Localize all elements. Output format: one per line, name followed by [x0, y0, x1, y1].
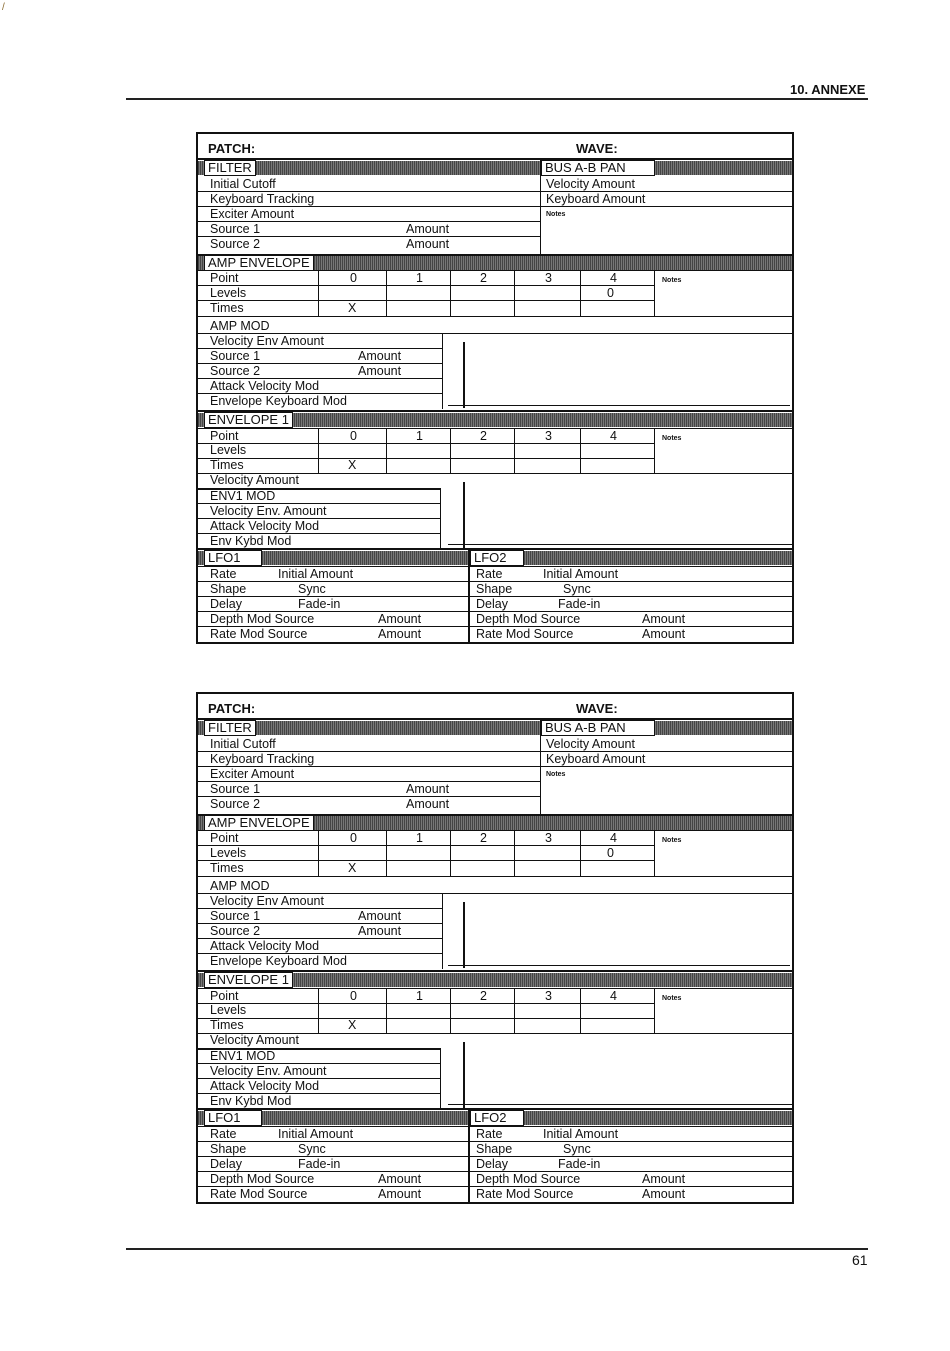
amp-env-levels: Levels [210, 846, 247, 860]
lfo2-depth-mod: Depth Mod Source [476, 612, 581, 626]
bus-title: BUS A-B PAN [541, 160, 655, 176]
amp-mod-title: AMP MOD [210, 319, 270, 333]
filter-source1: Source 1 [210, 782, 261, 796]
env1-attack-velocity: Attack Velocity Mod [210, 519, 320, 533]
lfo1-shape: Shape [210, 1142, 247, 1156]
bus-velocity-amount: Velocity Amount [546, 177, 635, 191]
lfo1-rate: Rate [210, 1127, 237, 1141]
lfo2-rate: Rate [476, 1127, 503, 1141]
filter-source2-amount: Amount [406, 797, 450, 811]
lfo2-title: LFO2 [470, 550, 524, 566]
amp-mod-source1: Source 1 [210, 349, 261, 363]
amp-mod-graph-axis [463, 342, 465, 408]
env1-velocity-amount: Velocity Amount [210, 1033, 299, 1047]
lfo2-delay: Delay [476, 597, 508, 611]
lfo1-rate-mod: Rate Mod Source [210, 627, 308, 641]
amp-env-point: Point [210, 271, 239, 285]
env1-point: Point [210, 429, 239, 443]
lfo1-depth-mod: Depth Mod Source [210, 612, 315, 626]
amp-mod-attack-velocity: Attack Velocity Mod [210, 379, 320, 393]
env1-mod-title: ENV1 MOD [210, 489, 276, 503]
env1-vel-env-amount: Velocity Env. Amount [210, 1064, 327, 1078]
amp-env-times: Times [210, 861, 244, 875]
env1-vel-env-amount: Velocity Env. Amount [210, 504, 327, 518]
filter-exciter-amount: Exciter Amount [210, 767, 295, 781]
amp-env-title: AMP ENVELOPE [204, 815, 314, 831]
header-rule [126, 98, 868, 100]
bus-notes: Notes [546, 771, 566, 778]
bus-title: BUS A-B PAN [541, 720, 655, 736]
amp-env-title: AMP ENVELOPE [204, 255, 314, 271]
amp-mod-source2: Source 2 [210, 924, 261, 938]
filter-title: FILTER [204, 720, 256, 736]
lfo1-delay: Delay [210, 1157, 242, 1171]
env1-notes: Notes [662, 995, 682, 1002]
filter-source2: Source 2 [210, 797, 261, 811]
patch-sheet: PATCH: WAVE: FILTER Initial Cutoff Keyboard Tracking Exciter Amount Source 1 Amount Source 2 Amount BUS A-B PAN Velocity Amount Keyboard Amount Notes AMP ENVELOPE Point 0 1 2 3 4 Notes Levels 0 Times X AMP MOD Velocity Env Amount Source 1 Amount Source 2 Amount Attack Velocity Mod Envelope Keyboard Mod ENVELOPE 1 Point 0 1 2 3 4 Notes Levels Times X Velocity Amount ENV1 MOD Velocity Env. Amount Attack Velocity Mod Env Kybd Mod LFO1 LFO2 Rate Initial Amount Rate Initial Amount Shape Sync Shape Sync Delay Fade-in Delay Fade-in Depth Mod Source Amount Depth Mod Source Amount Rate Mod Source Amount Rate Mod Source Amount [196, 692, 794, 1204]
amp-mod-graph-axis [463, 902, 465, 968]
amp-env-levels: Levels [210, 286, 247, 300]
lfo2-shape: Shape [476, 1142, 513, 1156]
amp-mod-attack-velocity: Attack Velocity Mod [210, 939, 320, 953]
section-header: 10. ANNEXE [790, 82, 866, 97]
env1-times: Times [210, 1018, 244, 1032]
env1-levels: Levels [210, 443, 247, 457]
bus-velocity-amount: Velocity Amount [546, 737, 635, 751]
amp-mod-env-keyboard: Envelope Keyboard Mod [210, 954, 347, 968]
env1-mod-graph-axis [463, 1042, 465, 1108]
wave-label: WAVE: [576, 141, 618, 156]
env1-attack-velocity: Attack Velocity Mod [210, 1079, 320, 1093]
env1-mod-title: ENV1 MOD [210, 1049, 276, 1063]
amp-env-times: Times [210, 301, 244, 315]
amp-env-point: Point [210, 831, 239, 845]
env1-title: ENVELOPE 1 [204, 412, 293, 428]
lfo2-rate: Rate [476, 567, 503, 581]
amp-mod-env-keyboard: Envelope Keyboard Mod [210, 394, 347, 408]
filter-initial-cutoff: Initial Cutoff [210, 737, 276, 751]
amp-mod-source2: Source 2 [210, 364, 261, 378]
lfo1-delay: Delay [210, 597, 242, 611]
filter-keyboard-tracking: Keyboard Tracking [210, 752, 315, 766]
filter-exciter-amount: Exciter Amount [210, 207, 295, 221]
lfo2-depth-mod: Depth Mod Source [476, 1172, 581, 1186]
patch-label: PATCH: [208, 701, 256, 716]
wave-label: WAVE: [576, 701, 618, 716]
amp-mod-velocity-env: Velocity Env Amount [210, 894, 324, 908]
amp-mod-title: AMP MOD [210, 879, 270, 893]
bus-keyboard-amount: Keyboard Amount [546, 752, 646, 766]
env1-point: Point [210, 989, 239, 1003]
lfo1-title: LFO1 [204, 550, 262, 566]
lfo2-rate-mod: Rate Mod Source [476, 1187, 574, 1201]
lfo1-title: LFO1 [204, 1110, 262, 1126]
filter-source2-amount: Amount [406, 237, 450, 251]
amp-env-notes: Notes [662, 837, 682, 844]
amp-mod-velocity-env: Velocity Env Amount [210, 334, 324, 348]
env1-notes: Notes [662, 435, 682, 442]
patch-label: PATCH: [208, 141, 256, 156]
env1-levels: Levels [210, 1003, 247, 1017]
env1-title: ENVELOPE 1 [204, 972, 293, 988]
scan-mark: / [2, 2, 5, 13]
lfo2-shape: Shape [476, 582, 513, 596]
lfo2-rate-mod: Rate Mod Source [476, 627, 574, 641]
bus-notes: Notes [546, 211, 566, 218]
lfo1-rate-mod: Rate Mod Source [210, 1187, 308, 1201]
filter-source1-amount: Amount [406, 782, 450, 796]
filter-keyboard-tracking: Keyboard Tracking [210, 192, 315, 206]
patch-sheet: PATCH: WAVE: FILTER Initial Cutoff Keyboard Tracking Exciter Amount Source 1 Amount Source 2 Amount BUS A-B PAN Velocity Amount Keyboard Amount Notes AMP ENVELOPE Point 0 1 2 3 4 Notes Levels 0 Times X AMP MOD Velocity Env Amount Source 1 Amount Source 2 Amount Attack Velocity Mod Envelope Keyboard Mod ENVELOPE 1 Point 0 1 2 3 4 Notes Levels Times X Velocity Amount ENV1 MOD Velocity Env. Amount Attack Velocity Mod Env Kybd Mod LFO1 LFO2 Rate Initial Amount Rate Initial Amount Shape Sync Shape Sync Delay Fade-in Delay Fade-in Depth Mod Source Amount Depth Mod Source Amount Rate Mod Source Amount Rate Mod Source Amount [196, 132, 794, 644]
amp-env-notes: Notes [662, 277, 682, 284]
amp-mod-source1: Source 1 [210, 909, 261, 923]
env1-velocity-amount: Velocity Amount [210, 473, 299, 487]
filter-source1: Source 1 [210, 222, 261, 236]
filter-initial-cutoff: Initial Cutoff [210, 177, 276, 191]
filter-source2: Source 2 [210, 237, 261, 251]
bus-keyboard-amount: Keyboard Amount [546, 192, 646, 206]
env1-mod-graph-axis [463, 482, 465, 548]
env1-env-kybd: Env Kybd Mod [210, 1094, 292, 1108]
page-number: 61 [852, 1252, 868, 1268]
env1-env-kybd: Env Kybd Mod [210, 534, 292, 548]
footer-rule [126, 1248, 868, 1250]
env1-times: Times [210, 458, 244, 472]
filter-title: FILTER [204, 160, 256, 176]
lfo2-title: LFO2 [470, 1110, 524, 1126]
lfo1-depth-mod: Depth Mod Source [210, 1172, 315, 1186]
lfo2-delay: Delay [476, 1157, 508, 1171]
filter-source1-amount: Amount [406, 222, 450, 236]
lfo1-rate: Rate [210, 567, 237, 581]
lfo1-shape: Shape [210, 582, 247, 596]
